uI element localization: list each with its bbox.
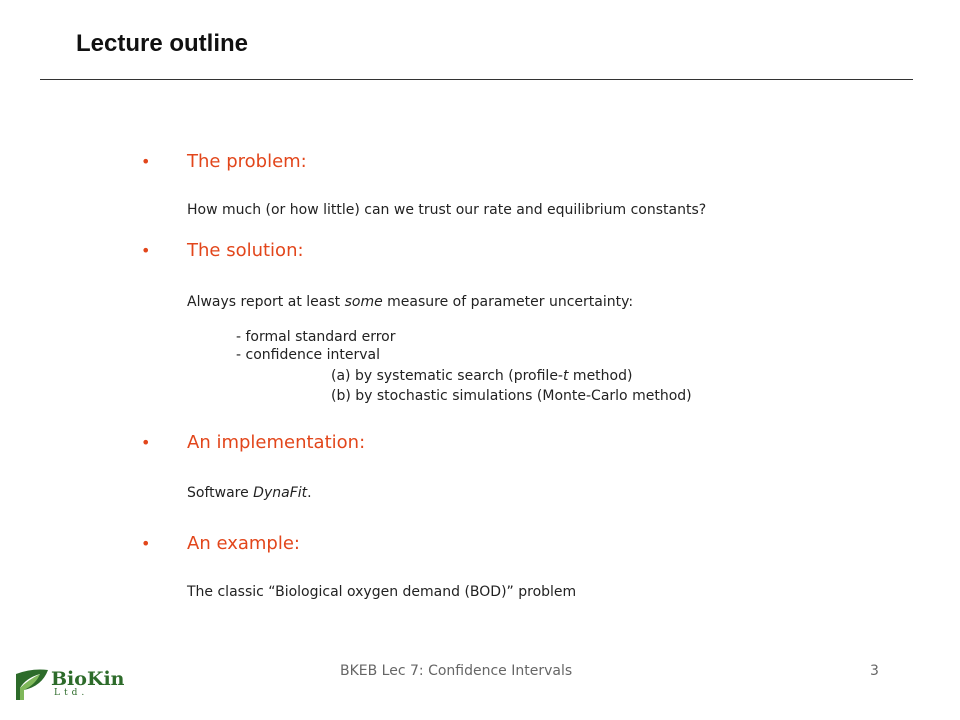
bullet-icon: •	[141, 152, 151, 171]
text-segment: t	[562, 368, 569, 384]
slide-title: Lecture outline	[76, 30, 249, 57]
leaf-logo-icon	[14, 668, 50, 702]
bullet-icon: •	[141, 241, 151, 260]
text-segment: DynaFit	[253, 485, 308, 501]
text-segment: - formal standard error	[236, 329, 396, 345]
bullet-icon: •	[141, 433, 151, 452]
text-segment: Always report at least	[187, 294, 345, 310]
logo-subtitle: Ltd.	[54, 688, 89, 698]
text-segment: - confidence interval	[236, 347, 380, 363]
biokin-logo	[14, 668, 124, 702]
logo-name: BioKin	[51, 668, 125, 690]
text-segment: The classic “Biological oxygen demand (BOD)” problem	[187, 584, 577, 600]
section-heading: An implementation:	[187, 432, 366, 453]
section-body-line	[331, 368, 632, 384]
text-segment: method)	[568, 368, 633, 384]
text-segment: Software	[187, 485, 254, 501]
section-body-line	[187, 294, 633, 310]
section-body-line	[187, 202, 706, 218]
section-body-line	[236, 347, 380, 363]
section-heading: The problem:	[187, 151, 307, 172]
text-segment: measure of parameter uncertainty:	[382, 294, 634, 310]
section-body-line	[331, 388, 692, 404]
section-body-line	[187, 485, 312, 501]
section-heading: An example:	[187, 533, 300, 554]
text-segment: How much (or how little) can we trust our rate and equilibrium constants?	[187, 202, 707, 218]
section-body-line	[236, 329, 396, 345]
section-heading: The solution:	[187, 240, 304, 261]
footer-caption: BKEB Lec 7: Confidence Intervals	[340, 663, 573, 679]
text-segment: (a) by systematic search (profile-	[331, 368, 563, 384]
page-number: 3	[870, 663, 879, 679]
text-segment: .	[307, 485, 312, 501]
section-body-line	[187, 584, 576, 600]
bullet-icon: •	[141, 534, 151, 553]
text-segment: some	[344, 294, 383, 310]
text-segment: (b) by stochastic simulations (Monte-Carlo method)	[331, 388, 692, 404]
